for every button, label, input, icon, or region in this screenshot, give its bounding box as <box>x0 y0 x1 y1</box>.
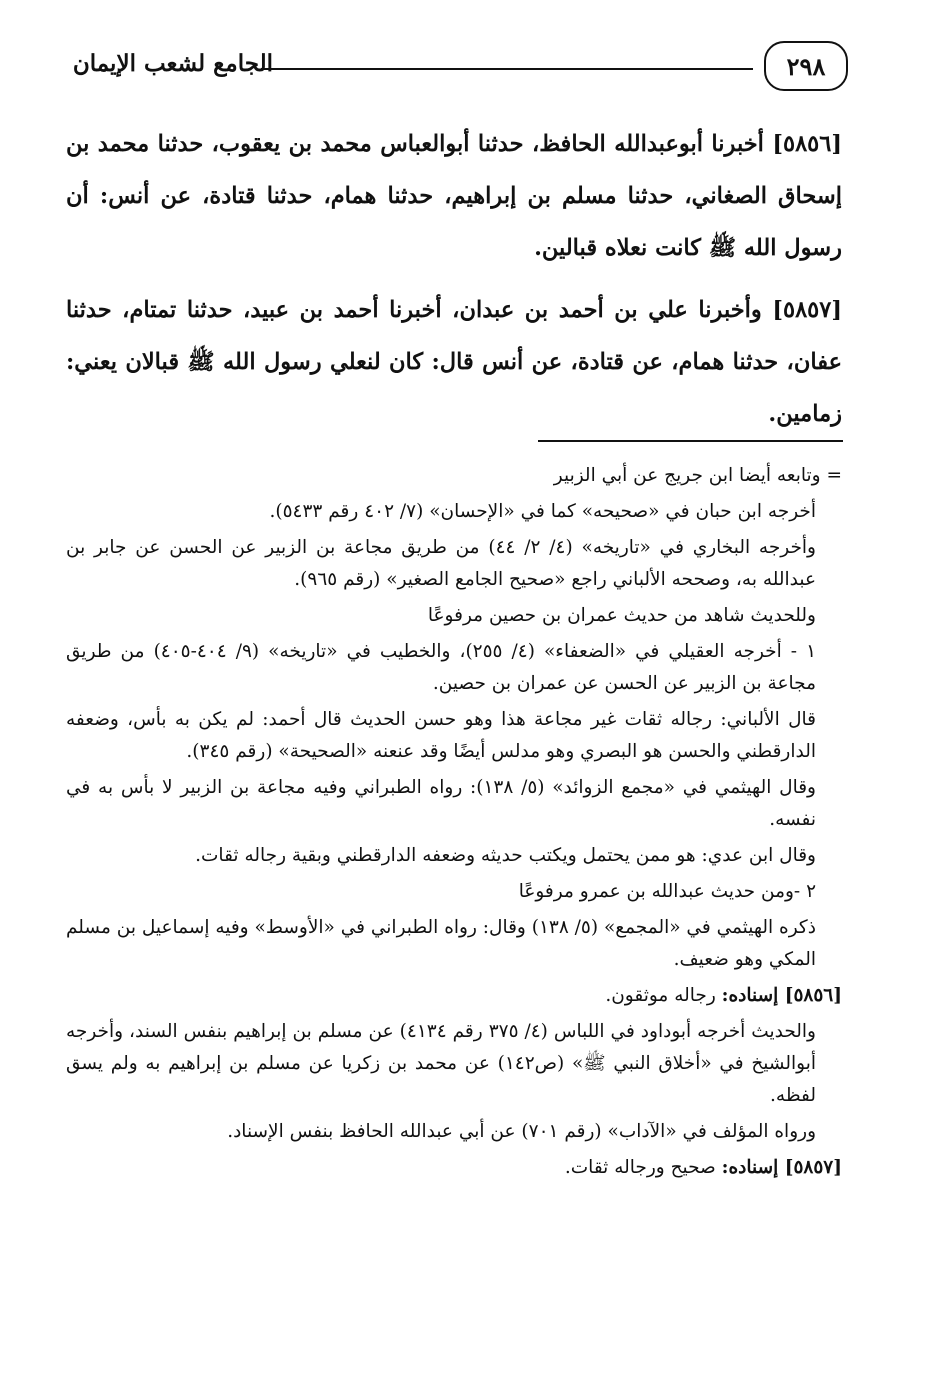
footnote-text: وأخرجه البخاري في «تاريخه» (٤/ ٢/ ٤٤) من طريق مجاعة بن الزبير عن الحسن عن جابر بن عبدالله به، وصححه الألباني راجع «صحيح الجامع الصغير» (رقم ٩٦٥). <box>66 537 816 590</box>
footnote-paragraph <box>66 840 842 872</box>
footnote-text: ١ - أخرجه العقيلي في «الضعفاء» (٤/ ٢٥٥)، والخطيب في «تاريخه» (٩/ ٤٠٤-٤٠٥) من طريق مجاعة بن الزبير عن الحسن عن عمران بن حصين. <box>66 641 816 694</box>
footnote-text: أخرجه ابن حبان في «صحيحه» كما في «الإحسان» (٧/ ٤٠٢ رقم ٥٤٣٣). <box>269 501 816 522</box>
hadith-5856 <box>66 118 842 274</box>
footnote-paragraph <box>66 704 842 768</box>
footnote-paragraph <box>66 876 842 908</box>
footnote-text: ذكره الهيثمي في «المجمع» (٥/ ١٣٨) وقال: رواه الطبراني في «الأوسط» وفيه إسماعيل بن مسلم المكي وهو ضعيف. <box>66 917 816 970</box>
footnote-paragraph <box>66 1016 842 1112</box>
page-header <box>58 38 848 100</box>
footnote-text: وقال الهيثمي في «مجمع الزوائد» (٥/ ١٣٨): رواه الطبراني وفيه مجاعة بن الزبير لا بأس به في نفسه. <box>66 777 816 830</box>
footnote-paragraph <box>66 460 842 492</box>
footnote-paragraph <box>66 912 842 976</box>
hadith-5857 <box>66 284 842 440</box>
footnote-paragraph <box>66 772 842 836</box>
running-title: الجامع لشعب الإيمان <box>72 50 273 77</box>
footnote-text: وللحديث شاهد من حديث عمران بن حصين مرفوعًا <box>427 605 816 626</box>
footnote-label: [٥٨٥٦] إسناده: <box>721 985 842 1006</box>
footnote-text: ورواه المؤلف في «الآداب» (رقم ٧٠١) عن أبي عبدالله الحافظ بنفس الإسناد. <box>227 1121 816 1142</box>
footnote-paragraph <box>66 1152 842 1184</box>
header-rule <box>261 68 753 70</box>
footnote-text: صحيح ورجاله ثقات. <box>564 1157 722 1178</box>
footnote-separator <box>538 440 843 442</box>
footnote-text: قال الألباني: رجاله ثقات غير مجاعة هذا وهو حسن الحديث قال أحمد: لم يكن به بأس، وضعفه الدارقطني والحسن هو البصري وهو مدلس أيضًا وقد عنعنه «الصحيحة» (رقم ٣٤٥). <box>66 709 816 762</box>
footnote-paragraph <box>66 496 842 528</box>
page-number: ٢٩٨ <box>764 41 848 91</box>
footnote-text: وقال ابن عدي: هو ممن يحتمل ويكتب حديثه وضعفه الدارقطني وبقية رجاله ثقات. <box>195 845 816 866</box>
hadith-number: [٥٨٥٧] <box>772 297 842 323</box>
main-text <box>66 118 842 450</box>
footnote-text: = وتابعه أيضا ابن جريج عن أبي الزبير <box>553 465 842 486</box>
footnote-text: والحديث أخرجه أبوداود في اللباس (٤/ ٣٧٥ رقم ٤١٣٤) عن مسلم بن إبراهيم بنفس السند، وأخرجه أبوالشيخ في «أخلاق النبي ﷺ» (ص١٤٢) عن محمد بن زكريا عن مسلم بن إبراهيم به ولم يسق لفظه. <box>66 1021 816 1106</box>
footnote-label: [٥٨٥٧] إسناده: <box>721 1157 842 1178</box>
footnote-text: ٢ -ومن حديث عبدالله بن عمرو مرفوعًا <box>518 881 816 902</box>
footnotes <box>66 460 842 1188</box>
hadith-number: [٥٨٥٦] <box>772 131 842 157</box>
footnote-paragraph <box>66 636 842 700</box>
hadith-text: وأخبرنا علي بن أحمد بن عبدان، أخبرنا أحمد بن عبيد، حدثنا تمتام، حدثنا عفان، حدثنا همام، عن قتادة، عن أنس قال: كان لنعلي رسول الله ﷺ قبالان يعني: زمامين. <box>66 297 842 427</box>
footnote-paragraph <box>66 1116 842 1148</box>
footnote-paragraph <box>66 532 842 596</box>
hadith-text: أخبرنا أبوعبدالله الحافظ، حدثنا أبوالعباس محمد بن يعقوب، حدثنا محمد بن إسحاق الصغاني، حدثنا مسلم بن إبراهيم، حدثنا همام، حدثنا قتادة، عن أنس: أن رسول الله ﷺ كانت نعلاه قبالين. <box>66 131 842 261</box>
footnote-paragraph <box>66 600 842 632</box>
footnote-paragraph <box>66 980 842 1012</box>
footnote-text: رجاله موثقون. <box>605 985 722 1006</box>
